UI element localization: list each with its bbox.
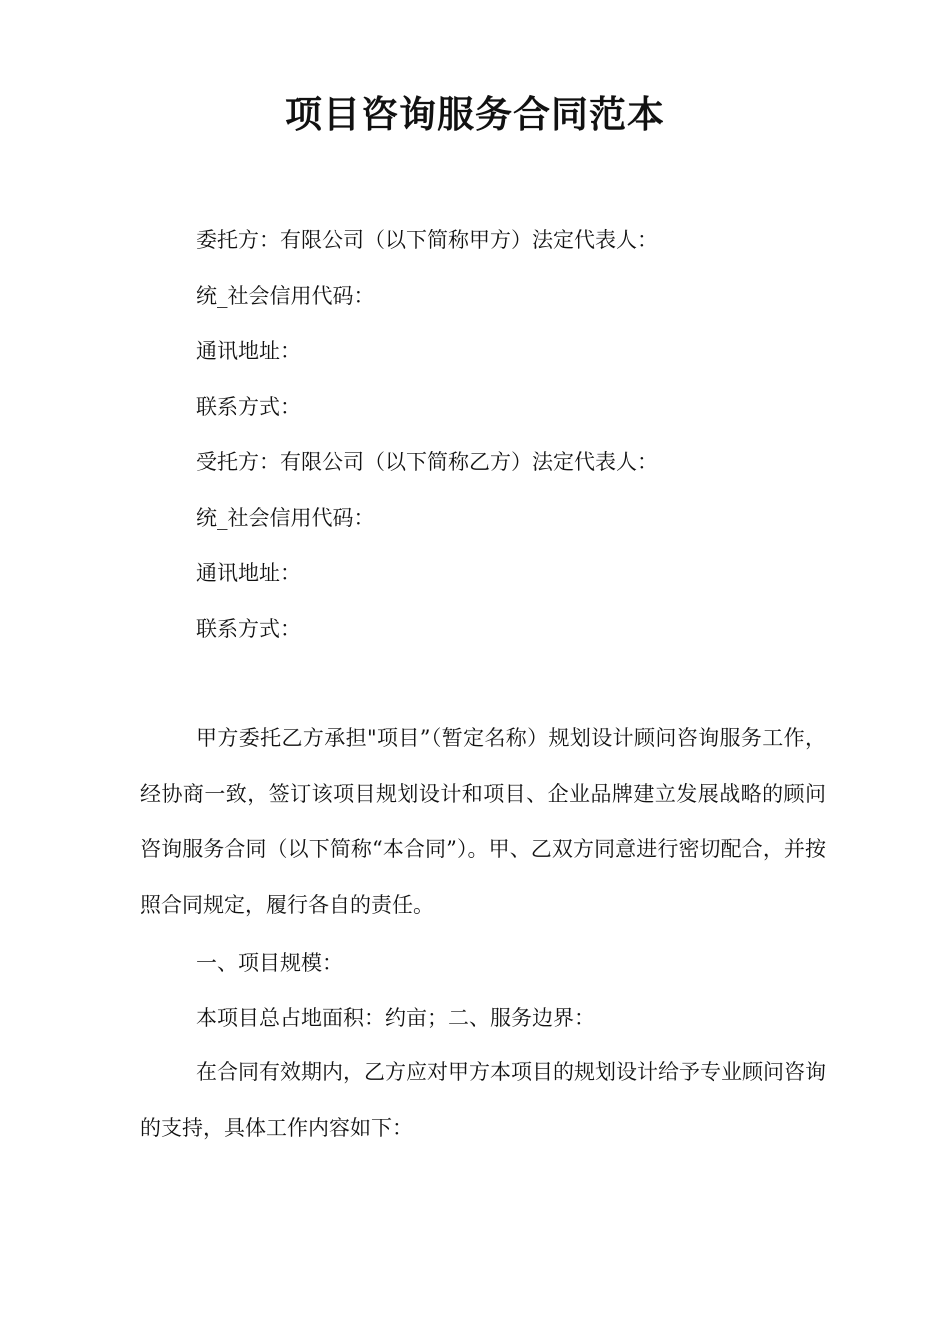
party-b-name-line: 受托方：有限公司（以下简称乙方）法定代表人： [196,450,658,474]
section-2-intro-paragraph: 在合同有效期内，乙方应对甲方本项目的规划设计给予专业顾问咨询的支持，具体工作内容如下： [140,1060,826,1140]
section-1-content: 本项目总占地面积：约亩；二、服务边界： [196,1006,595,1030]
party-b-address: 通讯地址： [196,561,301,585]
party-a-credit-code: 统_社会信用代码： [196,284,375,308]
intro-paragraph: 甲方委托乙方承担"项目”（暂定名称）规划设计顾问咨询服务工作，经协商一致，签订该项目规划设计和项目、企业品牌建立发展战略的顾问咨询服务合同（以下简称“本合同”）。甲、乙双方同意进行密切配合，并按照合同规定，履行各自的责任。 [140,726,826,917]
party-b-credit-code: 统_社会信用代码： [196,506,375,530]
party-a-address: 通讯地址： [196,339,301,363]
party-a-name-line: 委托方：有限公司（以下简称甲方）法定代表人： [196,228,658,252]
section-1-heading: 一、项目规模： [196,951,343,975]
party-b-contact: 联系方式： [196,617,301,641]
party-a-contact: 联系方式： [196,395,301,419]
document-title: 项目咨询服务合同范本 [285,93,665,136]
